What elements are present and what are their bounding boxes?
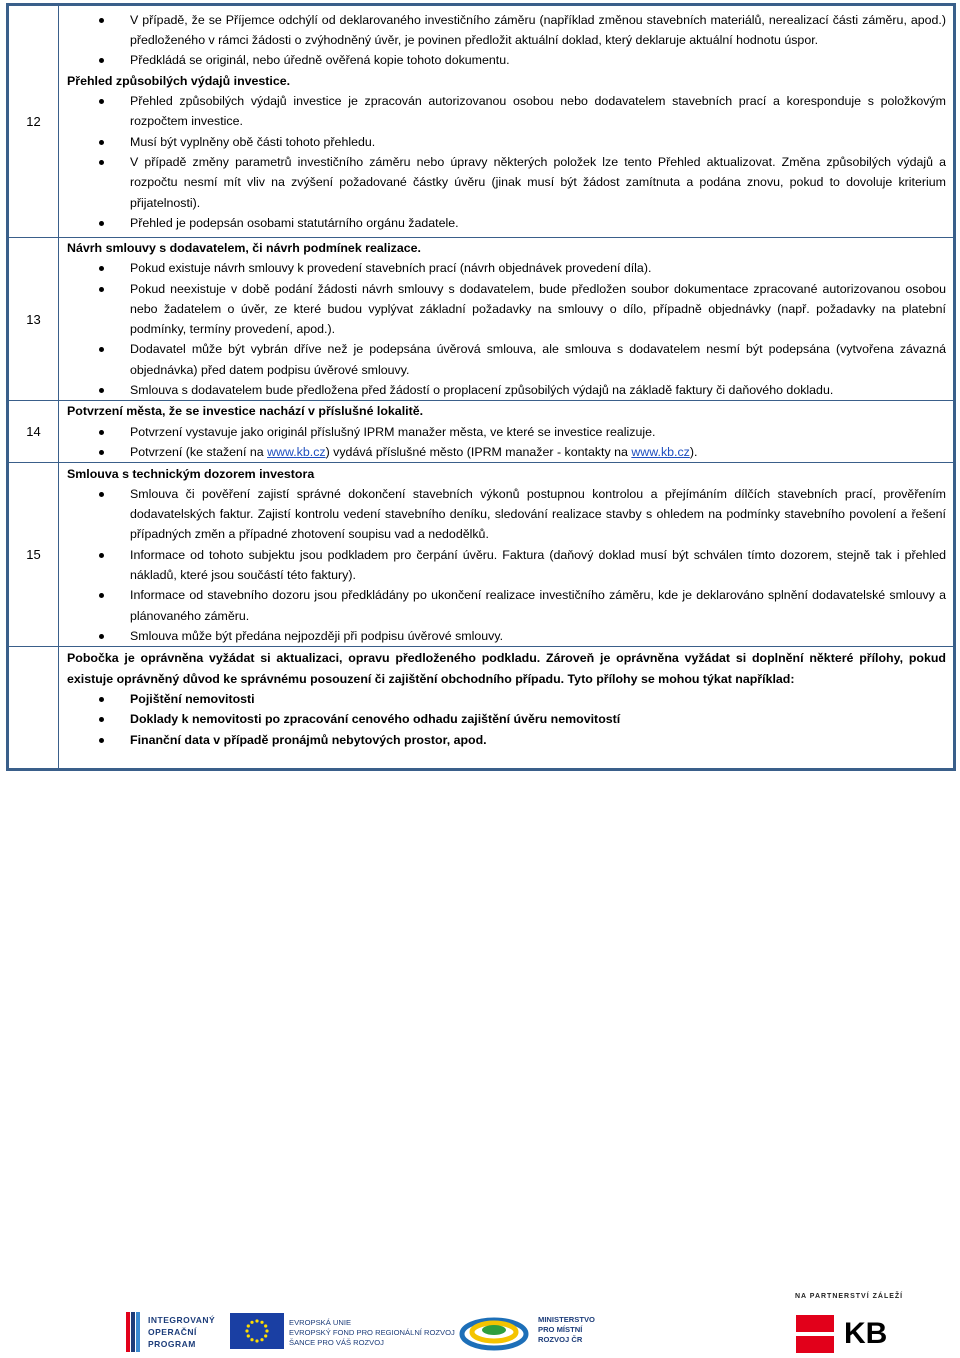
- iop-text-line: PROGRAM: [148, 1339, 196, 1349]
- table-row: [8, 238, 955, 401]
- list-item: Dodavatel může být vybrán dříve než je podepsána úvěrová smlouva, ale smlouva s dodavatelem nesmí být podepsána (vytvořena závazná objednávka) před datem podpisu úvěrové smlouvy.: [67, 339, 946, 380]
- table-row: [8, 647, 955, 770]
- text-span: ).: [689, 445, 698, 460]
- list-item: Přehled je podepsán osobami statutárního orgánu žadatele.: [67, 213, 946, 233]
- row-number: 14: [8, 401, 59, 463]
- closing-paragraph: Pobočka je oprávněna vyžádat si aktualizaci, opravu předloženého podkladu. Zároveň je oprávněna vyžádat si doplnění některé přílohy, pokud existuje oprávněný důvod ke správnému posouzení či zajištění obchodního případu. Tyto přílohy se mohou týkat například:: [67, 651, 946, 686]
- list-item: Musí být vyplněny obě části tohoto přehledu.: [67, 132, 946, 152]
- mmr-text-line: PRO MÍSTNÍ: [538, 1325, 583, 1334]
- bullet-list: [67, 422, 946, 463]
- list-item: Smlouva či pověření zajistí správné dokončení stavebních výkonů postupnou kontrolou a přejímáním dílčích stavebních prací, prověřením dodavatelských faktur. Zajistí kontrolu vedení stavebního deníku, sledování realizace stavby s ohledem na podmínky stavebního povolení a řešení případných změn a případné zhotovení soupisu vad a nedodělků.: [67, 484, 946, 545]
- mmr-logo-icon: [458, 1312, 530, 1352]
- mmr-text-line: MINISTERSTVO: [538, 1315, 595, 1324]
- mmr-swoosh-icon: [458, 1312, 530, 1352]
- row-content: [59, 5, 955, 238]
- row-number: [8, 647, 59, 770]
- eu-text-line: ŠANCE PRO VÁŠ ROZVOJ: [289, 1338, 384, 1347]
- mmr-text-line: ROZVOJ ČR: [538, 1335, 583, 1344]
- footer-logos: [0, 1290, 960, 1358]
- eu-text-line: EVROPSKÝ FOND PRO REGIONÁLNÍ ROZVOJ: [289, 1328, 455, 1337]
- list-item: V případě, že se Příjemce odchýlí od deklarovaného investičního záměru (například změnou stavebních materiálů, nerealizací části záměru, apod.) předloženého v rámci žádosti o zvýhodněný úvěr, je povinen předložit aktuální doklad, který deklaruje aktuální hodnotu úspor.: [67, 10, 946, 51]
- list-item: Přehled způsobilých výdajů investice je zpracován autorizovanou osobou nebo dodavatelem stavebních prací a koresponduje s položkovým rozpočtem investice.: [67, 91, 946, 132]
- row-number: 12: [8, 5, 59, 238]
- row-content: [59, 463, 955, 647]
- list-item: [67, 442, 946, 462]
- list-item: Smlouva s dodavatelem bude předložena před žádostí o proplacení způsobilých výdajů na základě faktury či daňového dokladu.: [67, 380, 946, 400]
- bullet-list: [67, 10, 946, 71]
- section-heading: Návrh smlouvy s dodavatelem, či návrh podmínek realizace.: [67, 241, 421, 255]
- row-content: [59, 401, 955, 463]
- bullet-list: [67, 689, 946, 750]
- table-row: [8, 5, 955, 238]
- list-item: Potvrzení vystavuje jako originál příslušný IPRM manažer města, ve které se investice realizuje.: [67, 422, 946, 442]
- list-item: Předkládá se originál, nebo úředně ověřená kopie tohoto dokumentu.: [67, 50, 946, 70]
- kb-link[interactable]: www.kb.cz: [631, 445, 690, 460]
- bullet-list: [67, 258, 946, 400]
- text-span: Potvrzení (ke stažení na: [130, 445, 268, 460]
- text-span: ) vydává příslušné město (IPRM manažer - kontakty na: [325, 445, 632, 460]
- eu-flag-icon: [230, 1313, 284, 1349]
- row-number: 13: [8, 238, 59, 401]
- row-content: [59, 647, 955, 770]
- list-item: Finanční data v případě pronájmů nebytových prostor, apod.: [67, 730, 946, 750]
- table-row: [8, 463, 955, 647]
- eu-text-line: EVROPSKÁ UNIE: [289, 1318, 352, 1327]
- list-item: Pokud neexistuje v době podání žádosti návrh smlouvy s dodavatelem, bude předložen soubor dokumentace zpracované autorizovanou osobou nebo žadatelem o úvěr, ze které budou vyplývat základní požadavky na smlouvy o dílo, případně objednávky (např. požadavky na platební podmínky, termíny provedení, apod.).: [67, 279, 946, 340]
- list-item: Informace od stavebního dozoru jsou předkládány po ukončení realizace investičního záměru, kde je deklarováno splnění dodavatelské smlouvy a plánovaného záměru.: [67, 585, 946, 626]
- kb-link[interactable]: www.kb.cz: [267, 445, 326, 460]
- row-number: 15: [8, 463, 59, 647]
- section-heading: Smlouva s technickým dozorem investora: [67, 466, 315, 481]
- iop-logo-icon: [126, 1312, 144, 1352]
- requirements-table: [6, 3, 956, 771]
- row-content: [59, 238, 955, 401]
- section-heading: Přehled způsobilých výdajů investice.: [67, 73, 291, 88]
- kb-logo-icon: [796, 1315, 834, 1353]
- list-item: Pokud existuje návrh smlouvy k provedení stavebních prací (návrh objednávek provedení díla).: [67, 258, 946, 278]
- section-heading: Potvrzení města, že se investice nachází v příslušné lokalitě.: [67, 404, 424, 419]
- bullet-list: [67, 484, 946, 646]
- eu-text: [289, 1318, 455, 1348]
- iop-text-line: OPERAČNÍ: [148, 1327, 197, 1337]
- eu-stars-icon: [230, 1313, 284, 1349]
- list-item: Informace od tohoto subjektu jsou podkladem pro čerpání úvěru. Faktura (daňový doklad musí být schválen tímto dozorem, stejně tak i přehled nákladů, které jsou součástí této faktury).: [67, 545, 946, 586]
- mmr-text: [538, 1315, 595, 1345]
- list-item: Pojištění nemovitosti: [67, 689, 946, 709]
- list-item: Doklady k nemovitosti po zpracování cenového odhadu zajištění úvěru nemovitostí: [67, 709, 946, 729]
- iop-logo: [126, 1312, 216, 1352]
- list-item: Smlouva může být předána nejpozději při podpisu úvěrové smlouvy.: [67, 626, 946, 646]
- iop-text-line: INTEGROVANÝ: [148, 1315, 216, 1325]
- table-row: [8, 401, 955, 463]
- kb-logo-text: KB: [844, 1317, 888, 1350]
- list-item: V případě změny parametrů investičního záměru nebo úpravy některých položek lze tento Přehled aktualizovat. Změna způsobilých výdajů a rozpočtu nesmí mít vliv na zvýšení požadované částky úvěru (jinak musí být žádost zamítnuta a podána znovu, pokud to dovoluje kriterium přijatelnosti).: [67, 152, 946, 213]
- bullet-list: [67, 91, 946, 233]
- kb-tagline: NA PARTNERSTVÍ ZÁLEŽÍ: [795, 1293, 904, 1300]
